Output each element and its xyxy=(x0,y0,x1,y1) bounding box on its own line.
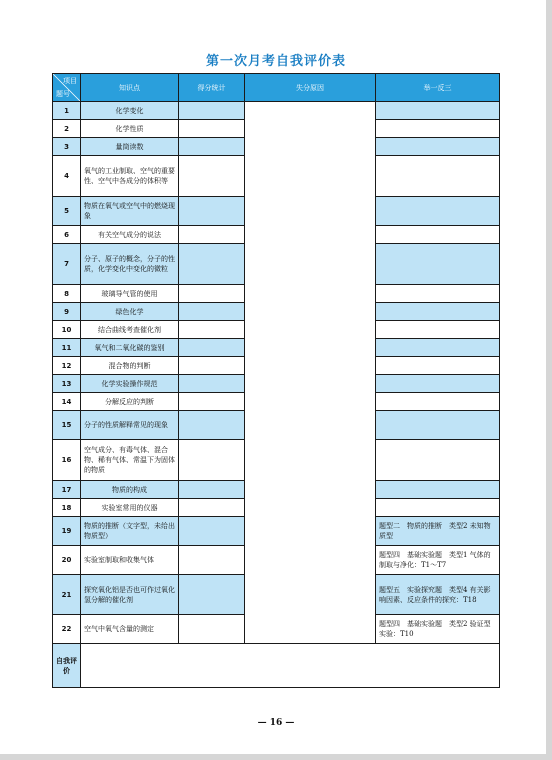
question-number: 12 xyxy=(53,357,81,375)
extension-practice-cell xyxy=(376,102,500,120)
extension-practice-cell: 题型五 实验探究题 类型4 有关影响因素、反应条件的探究：T18 xyxy=(376,575,500,615)
question-number: 22 xyxy=(53,615,81,644)
score-input-cell[interactable] xyxy=(179,481,245,499)
knowledge-point: 氧气和二氧化碳的鉴别 xyxy=(81,339,179,357)
question-number: 14 xyxy=(53,393,81,411)
score-input-cell[interactable] xyxy=(179,440,245,481)
self-evaluation-label: 自我评价 xyxy=(53,644,81,688)
knowledge-point: 混合物的判断 xyxy=(81,357,179,375)
question-number: 7 xyxy=(53,244,81,285)
extension-practice-cell xyxy=(376,197,500,226)
table-row xyxy=(53,102,500,120)
question-number: 20 xyxy=(53,546,81,575)
knowledge-point: 实验室制取和收集气体 xyxy=(81,546,179,575)
header-corner-cell xyxy=(53,74,81,102)
score-input-cell[interactable] xyxy=(179,197,245,226)
extension-practice-cell: 题型四 基础实验题 类型1 气体的制取与净化：T1～T7 xyxy=(376,546,500,575)
knowledge-point: 化学变化 xyxy=(81,102,179,120)
score-input-cell[interactable] xyxy=(179,575,245,615)
question-number: 11 xyxy=(53,339,81,357)
question-number: 18 xyxy=(53,499,81,517)
question-number: 15 xyxy=(53,411,81,440)
score-input-cell[interactable] xyxy=(179,138,245,156)
knowledge-point: 结合曲线考查催化剂 xyxy=(81,321,179,339)
knowledge-point: 化学性质 xyxy=(81,120,179,138)
score-input-cell[interactable] xyxy=(179,303,245,321)
knowledge-point: 空气中氧气含量的测定 xyxy=(81,615,179,644)
score-input-cell[interactable] xyxy=(179,615,245,644)
score-input-cell[interactable] xyxy=(179,375,245,393)
header-row xyxy=(53,74,500,102)
knowledge-point: 空气成分、有毒气体、混合物、稀有气体、常温下为固体的物质 xyxy=(81,440,179,481)
score-input-cell[interactable] xyxy=(179,285,245,303)
knowledge-point: 物质在氧气或空气中的燃烧现象 xyxy=(81,197,179,226)
score-input-cell[interactable] xyxy=(179,411,245,440)
header-corner-item: 项目 xyxy=(63,77,77,85)
question-number: 8 xyxy=(53,285,81,303)
extension-practice-cell xyxy=(376,499,500,517)
score-input-cell[interactable] xyxy=(179,499,245,517)
question-number: 4 xyxy=(53,156,81,197)
extension-practice-cell xyxy=(376,226,500,244)
self-evaluation-row xyxy=(53,644,500,688)
knowledge-point: 分子的性质解释常见的现象 xyxy=(81,411,179,440)
extension-practice-cell xyxy=(376,244,500,285)
extension-practice-cell xyxy=(376,357,500,375)
score-input-cell[interactable] xyxy=(179,546,245,575)
knowledge-point: 量筒读数 xyxy=(81,138,179,156)
extension-practice-cell xyxy=(376,285,500,303)
knowledge-point: 绿色化学 xyxy=(81,303,179,321)
extension-practice-cell xyxy=(376,440,500,481)
knowledge-point: 物质的推断（文字型，未给出物质型） xyxy=(81,517,179,546)
question-number: 16 xyxy=(53,440,81,481)
header-score-statistics: 得分统计 xyxy=(179,74,245,102)
knowledge-point: 探究氧化铝是否也可作过氧化氢分解的催化剂 xyxy=(81,575,179,615)
self-evaluation-table xyxy=(52,73,500,688)
self-evaluation-input-area[interactable] xyxy=(81,644,500,688)
extension-practice-cell: 题型二 物质的推断 类型2 未知物质型 xyxy=(376,517,500,546)
question-number: 1 xyxy=(53,102,81,120)
knowledge-point: 化学实验操作规范 xyxy=(81,375,179,393)
score-input-cell[interactable] xyxy=(179,156,245,197)
knowledge-point: 有关空气成分的说法 xyxy=(81,226,179,244)
question-number: 19 xyxy=(53,517,81,546)
question-number: 9 xyxy=(53,303,81,321)
extension-practice-cell: 题型四 基础实验题 类型2 验证型实验：T10 xyxy=(376,615,500,644)
header-corner-number: 题号 xyxy=(56,90,70,98)
score-input-cell[interactable] xyxy=(179,226,245,244)
loss-reason-cell[interactable] xyxy=(245,102,376,644)
extension-practice-cell xyxy=(376,411,500,440)
extension-practice-cell xyxy=(376,120,500,138)
extension-practice-cell xyxy=(376,481,500,499)
header-loss-reason: 失分原因 xyxy=(245,74,376,102)
score-input-cell[interactable] xyxy=(179,244,245,285)
score-input-cell[interactable] xyxy=(179,517,245,546)
extension-practice-cell xyxy=(376,393,500,411)
knowledge-point: 氧气的工业制取、空气的重要性、空气中各成分的体积等 xyxy=(81,156,179,197)
score-input-cell[interactable] xyxy=(179,120,245,138)
knowledge-point: 玻璃导气管的使用 xyxy=(81,285,179,303)
header-knowledge-point: 知识点 xyxy=(81,74,179,102)
extension-practice-cell xyxy=(376,375,500,393)
page-number: — 16 — xyxy=(257,718,295,728)
score-input-cell[interactable] xyxy=(179,339,245,357)
knowledge-point: 物质的构成 xyxy=(81,481,179,499)
knowledge-point: 分子、原子的概念，分子的性质，化学变化中变化的微粒 xyxy=(81,244,179,285)
question-number: 10 xyxy=(53,321,81,339)
extension-practice-cell xyxy=(376,339,500,357)
extension-practice-cell xyxy=(376,138,500,156)
question-number: 2 xyxy=(53,120,81,138)
extension-practice-cell xyxy=(376,303,500,321)
question-number: 13 xyxy=(53,375,81,393)
score-input-cell[interactable] xyxy=(179,393,245,411)
score-input-cell[interactable] xyxy=(179,321,245,339)
knowledge-point: 实验室常用的仪器 xyxy=(81,499,179,517)
header-extension-practice: 举一反三 xyxy=(376,74,500,102)
extension-practice-cell xyxy=(376,156,500,197)
extension-practice-cell xyxy=(376,321,500,339)
question-number: 6 xyxy=(53,226,81,244)
page-title: 第一次月考自我评价表 xyxy=(205,54,346,69)
knowledge-point: 分解反应的判断 xyxy=(81,393,179,411)
question-number: 3 xyxy=(53,138,81,156)
score-input-cell[interactable] xyxy=(179,102,245,120)
score-input-cell[interactable] xyxy=(179,357,245,375)
question-number: 5 xyxy=(53,197,81,226)
question-number: 21 xyxy=(53,575,81,615)
question-number: 17 xyxy=(53,481,81,499)
